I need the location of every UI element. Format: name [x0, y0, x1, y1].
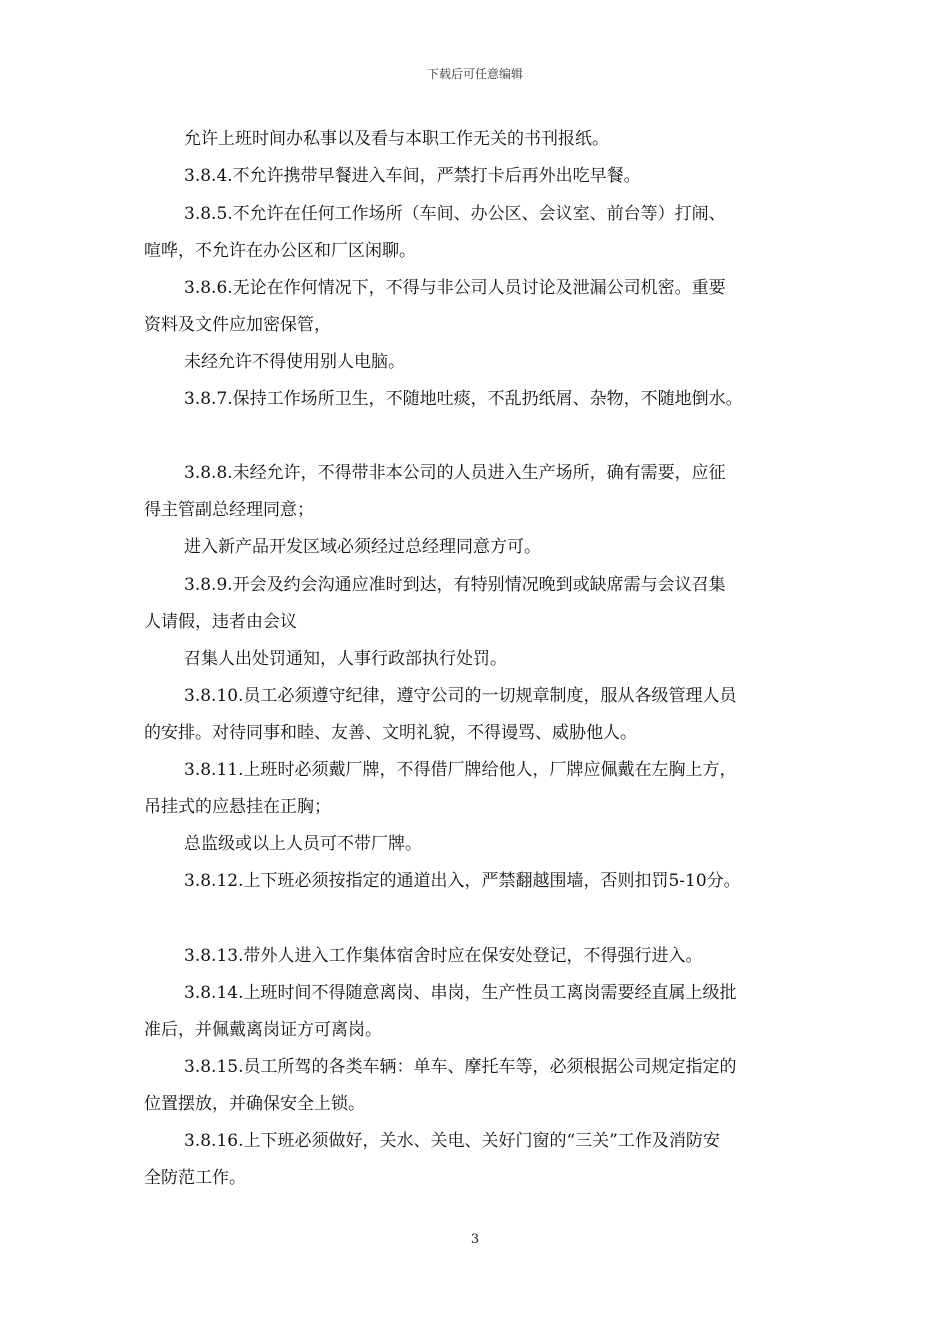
paragraph-line: 3.8.16.上下班必须做好，关水、关电、关好门窗的“三关”工作及消防安	[184, 1131, 720, 1151]
paragraph-line: 得主管副总经理同意；	[144, 500, 314, 520]
paragraph-line: 3.8.7.保持工作场所卫生，不随地吐痰，不乱扔纸屑、杂物，不随地倒水。	[184, 389, 743, 409]
paragraph-line: 3.8.4.不允许携带早餐进入车间，严禁打卡后再外出吃早餐。	[184, 166, 641, 186]
paragraph-line: 的安排。对待同事和睦、友善、文明礼貌，不得谩骂、威胁他人。	[144, 723, 637, 743]
paragraph-line: 3.8.12.上下班必须按指定的通道出入，严禁翻越围墙，否则扣罚5-10分。	[184, 871, 741, 891]
paragraph-line: 3.8.5.不允许在任何工作场所（车间、办公区、会议室、前台等）打闹、	[184, 204, 726, 224]
paragraph-line: 喧哗，不允许在办公区和厂区闲聊。	[144, 241, 416, 261]
paragraph-line: 3.8.8.未经允许，不得带非本公司的人员进入生产场所，确有需要，应征	[184, 463, 726, 483]
paragraph-line: 3.8.6.无论在作何情况下，不得与非公司人员讨论及泄漏公司机密。重要	[184, 278, 726, 298]
paragraph-line: 3.8.13.带外人进入工作集体宿舍时应在保安处登记，不得强行进入。	[184, 946, 703, 966]
paragraph-line: 允许上班时间办私事以及看与本职工作无关的书刊报纸。	[184, 129, 609, 149]
paragraph-line: 进入新产品开发区域必须经过总经理同意方可。	[184, 537, 541, 557]
paragraph-line: 3.8.9.开会及约会沟通应准时到达，有特别情况晚到或缺席需与会议召集	[184, 575, 726, 595]
paragraph-line: 人请假，违者由会议	[144, 612, 297, 632]
paragraph-line: 3.8.11.上班时必须戴厂牌，不得借厂牌给他人，厂牌应佩戴在左胸上方，	[184, 760, 737, 780]
paragraph-line: 召集人出处罚通知，人事行政部执行处罚。	[184, 649, 507, 669]
paragraph-line: 资料及文件应加密保管，	[144, 315, 331, 335]
page-number: 3	[470, 1232, 480, 1247]
paragraph-line: 准后，并佩戴离岗证方可离岗。	[144, 1020, 382, 1040]
paragraph-line: 3.8.15.员工所驾的各类车辆：单车、摩托车等，必须根据公司规定指定的	[184, 1057, 737, 1077]
paragraph-line: 位置摆放，并确保安全上锁。	[144, 1094, 365, 1114]
paragraph-line: 未经允许不得使用别人电脑。	[184, 352, 405, 372]
page-header: 下载后可任意编辑	[426, 67, 523, 81]
paragraph-line: 全防范工作。	[144, 1168, 246, 1188]
paragraph-line: 3.8.14.上班时间不得随意离岗、串岗，生产性员工离岗需要经直属上级批	[184, 983, 737, 1003]
paragraph-line: 3.8.10.员工必须遵守纪律，遵守公司的一切规章制度，服从各级管理人员	[184, 686, 737, 706]
paragraph-line: 总监级或以上人员可不带厂牌。	[184, 834, 422, 854]
paragraph-line: 吊挂式的应悬挂在正胸；	[144, 797, 331, 817]
